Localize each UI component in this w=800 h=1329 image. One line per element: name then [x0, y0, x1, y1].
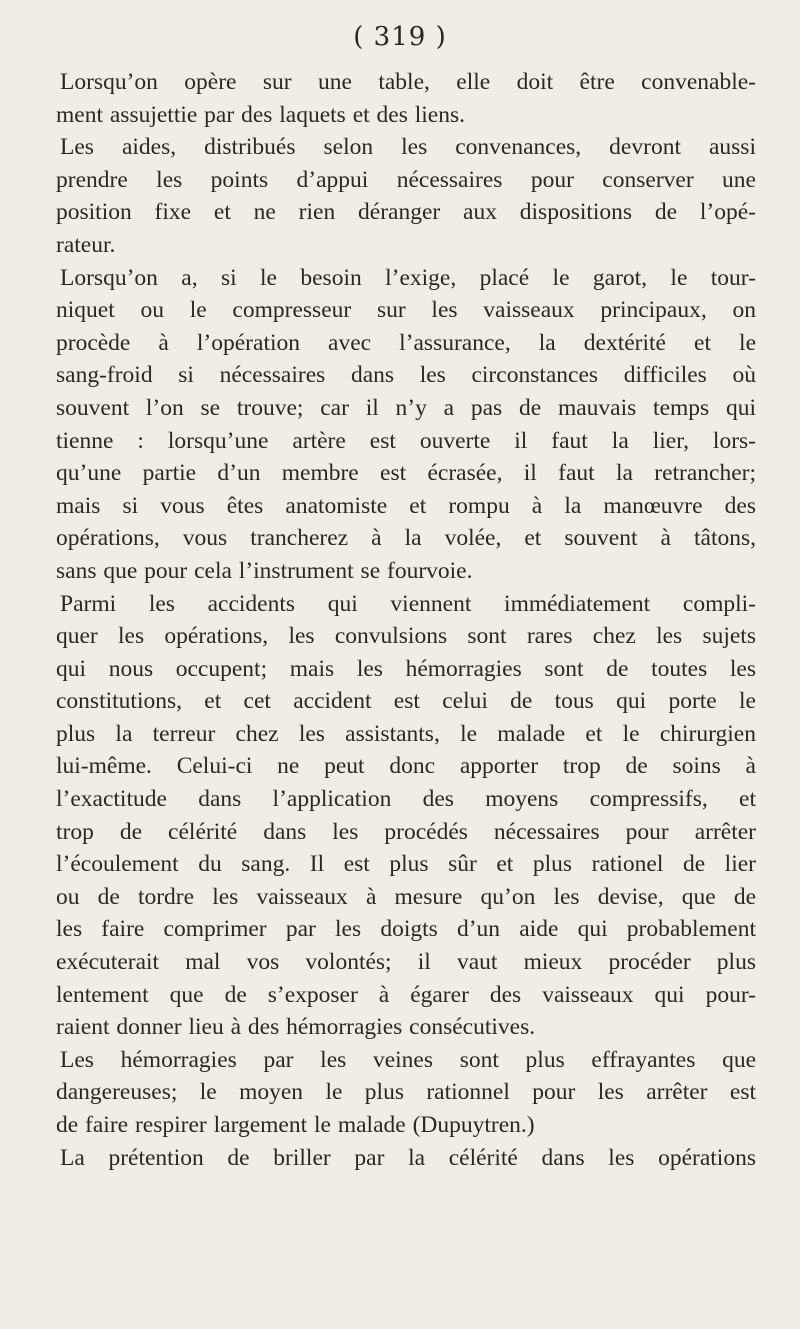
paragraph-1	[56, 66, 756, 131]
text-line: exécuterait mal vos volontés; il vaut mieux procéder plus	[56, 949, 756, 976]
text-line: rateur.	[56, 231, 116, 258]
page-number: ( 319 )	[353, 22, 447, 52]
text-line: Lorsqu’on opère sur une table, elle doit être convenable-	[60, 69, 756, 95]
text-line: quer les opérations, les convulsions sont rares chez les sujets	[56, 623, 756, 650]
text-line: lui-même. Celui-ci ne peut donc apporter trop de soins à	[56, 753, 756, 780]
paragraph-5	[56, 1044, 756, 1142]
text-line: Parmi les accidents qui viennent immédiatement compli-	[60, 590, 756, 617]
paragraph-3	[56, 262, 756, 588]
text-line: raient donner lieu à des hémorragies consécutives.	[56, 1014, 536, 1041]
paragraph-2	[56, 131, 756, 261]
text-line: constitutions, et cet accident est celui de tous qui porte le	[56, 688, 756, 715]
text-line: les faire comprimer par les doigts d’un aide qui probablement	[56, 916, 756, 943]
text-line: Les hémorragies par les veines sont plus effrayantes que	[60, 1046, 756, 1073]
text-line: opérations, vous trancherez à la volée, et souvent à tâtons,	[56, 525, 756, 552]
text-line: lentement que de s’exposer à égarer des vaisseaux qui pour-	[56, 981, 756, 1008]
text-line: Les aides, distribués selon les convenances, devront aussi	[60, 134, 756, 161]
paragraph-6	[56, 1142, 756, 1175]
text-line: sans que pour cela l’instrument se fourvoie.	[56, 557, 473, 584]
text-line: l’exactitude dans l’application des moyens compressifs, et	[56, 786, 756, 813]
text-line: ou de tordre les vaisseaux à mesure qu’on les devise, que de	[56, 883, 756, 910]
text-line: souvent l’on se trouve; car il n’y a pas de mauvais temps qui	[56, 394, 756, 421]
body-text	[56, 66, 756, 1174]
text-line: qu’une partie d’un membre est écrasée, il faut la retrancher;	[56, 460, 756, 487]
text-line: niquet ou le compresseur sur les vaisseaux principaux, on	[56, 297, 756, 324]
text-line: qui nous occupent; mais les hémorragies sont de toutes les	[56, 655, 756, 682]
text-line: ment assujettie par des laquets et des liens.	[56, 101, 466, 128]
text-line: l’écoulement du sang. Il est plus sûr et plus rationel de lier	[56, 851, 756, 878]
text-line: Lorsqu’on a, si le besoin l’exige, placé le garot, le tour-	[60, 264, 756, 291]
text-line: procède à l’opération avec l’assurance, la dextérité et le	[56, 329, 756, 356]
text-line: plus la terreur chez les assistants, le malade et le chirurgien	[56, 720, 756, 747]
text-line: mais si vous êtes anatomiste et rompu à la manœuvre des	[56, 492, 756, 519]
text-line: dangereuses; le moyen le plus rationnel pour les arrêter est	[56, 1079, 756, 1106]
text-line: position fixe et ne rien déranger aux dispositions de l’opé-	[56, 199, 756, 226]
text-line: sang-froid si nécessaires dans les circonstances difficiles où	[56, 362, 756, 389]
paragraph-4	[56, 588, 756, 1044]
text-line: prendre les points d’appui nécessaires pour conserver une	[56, 166, 756, 193]
text-line: trop de célérité dans les procédés nécessaires pour arrêter	[56, 818, 756, 845]
text-line: de faire respirer largement le malade (Dupuytren.)	[56, 1112, 535, 1138]
text-line: tienne : lorsqu’une artère est ouverte il faut la lier, lors-	[56, 427, 756, 454]
text-line: La prétention de briller par la célérité dans les opérations	[60, 1144, 756, 1171]
